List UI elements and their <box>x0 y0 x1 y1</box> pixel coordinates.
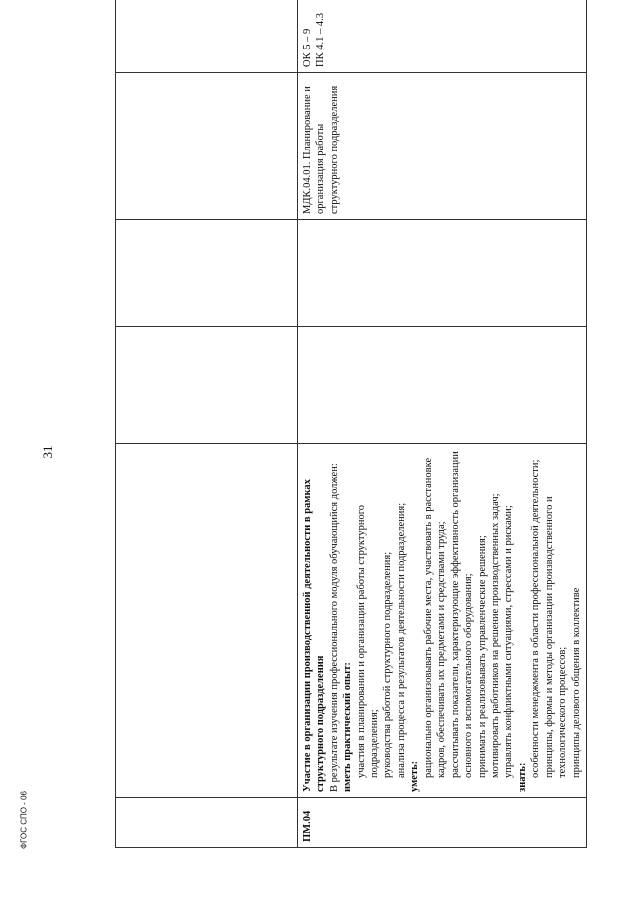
empty-cell <box>297 220 586 327</box>
header-spacer-row <box>116 0 298 848</box>
skills-item: рассчитывать показатели, характеризующие эффективность организации основного и вспомогательного оборудования; <box>449 451 475 778</box>
skills-heading: уметь: <box>409 760 421 792</box>
header-cell <box>116 444 298 798</box>
module-title: Участие в организации производственной деятельности в рамках структурного подразделения <box>301 479 327 792</box>
practical-heading: иметь практический опыт: <box>342 662 354 792</box>
competency-ok: ОК 5 – 9 <box>301 28 313 67</box>
knowledge-heading: знать: <box>516 762 528 792</box>
header-cell <box>116 73 298 220</box>
curriculum-table-wrapper <box>115 13 587 848</box>
course-cell: МДК.04.01. Планирование и организация работы структурного подразделения <box>297 73 586 220</box>
table-row <box>297 0 586 848</box>
module-description-cell <box>297 444 586 798</box>
skills-item: рационально организовывать рабочие места, участвовать в расстановке кадров, обеспечивать их предметами и средствами труда; <box>422 457 448 778</box>
header-cell <box>116 327 298 444</box>
skills-item: принимать и реализовывать управленческие решения; <box>476 535 488 778</box>
knowledge-item: особенности менеджмента в области профессиональной деятельности; <box>530 459 542 778</box>
knowledge-item: принципы делового общения в коллективе <box>570 587 582 778</box>
practical-item: руководства работой структурного подразделения; <box>382 551 394 778</box>
module-intro: В результате изучения профессионального модуля обучающийся должен: <box>328 463 340 792</box>
knowledge-item: принципы, формы и методы организации производственного и технологического процессов; <box>543 496 569 778</box>
practical-item: участия в планировании и организации работы структурного подразделения; <box>355 504 380 778</box>
footer-document-code: ФГОС СПО - 06 <box>19 791 29 849</box>
competencies-cell <box>297 0 586 73</box>
header-cell <box>116 220 298 327</box>
competency-pk: ПК 4.1 – 4.3 <box>315 13 327 67</box>
skills-item: управлять конфликтными ситуациями, стрессами и рисками; <box>503 505 515 778</box>
practical-item: анализа процесса и результатов деятельности подразделения; <box>395 502 407 778</box>
header-cell <box>116 798 298 848</box>
header-cell <box>116 0 298 73</box>
page-number: 31 <box>40 445 55 459</box>
skills-item: мотивировать работников на решение производственных задач; <box>489 493 501 778</box>
module-code-cell: ПМ.04 <box>297 798 586 848</box>
curriculum-table <box>115 0 587 848</box>
empty-cell <box>297 327 586 444</box>
